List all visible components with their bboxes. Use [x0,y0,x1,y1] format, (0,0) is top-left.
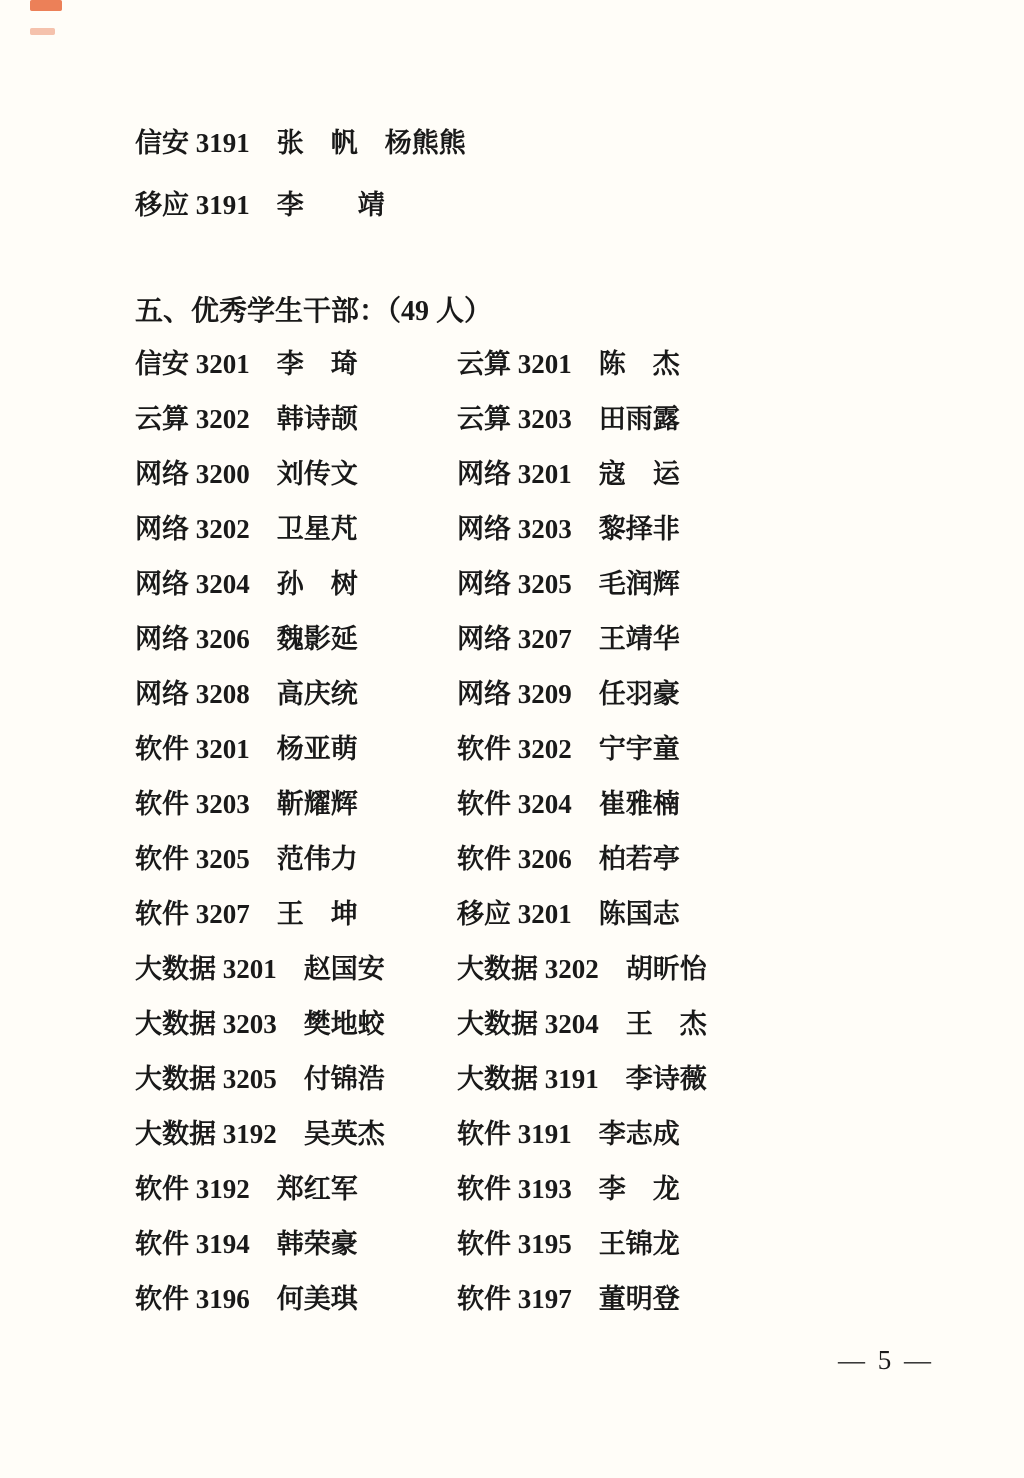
roster-row [135,954,955,984]
class-label: 软件 3192 [135,1174,250,1204]
student-name: 范伟力 [276,844,358,874]
roster-entry [135,1174,457,1204]
student-name: 宁宇童 [598,734,680,764]
student-name: 魏影延 [276,624,358,654]
student-name: 杨亚萌 [276,734,358,764]
section-heading: 五、优秀学生干部：（49 人） [135,296,493,327]
student-name: 吴英杰 [303,1119,385,1149]
roster-row [135,789,955,819]
roster-entry [135,844,457,874]
student-name: 寇 运 [598,459,680,489]
class-label: 网络 3202 [135,514,250,544]
student-name: 樊地蛟 [303,1009,385,1039]
class-label: 网络 3200 [135,459,250,489]
roster-row [135,679,955,709]
class-label: 软件 3204 [457,789,572,819]
student-name: 李志成 [598,1119,680,1149]
student-name: 毛润辉 [598,569,680,599]
student-name: 韩诗颉 [276,404,358,434]
roster-entry [457,459,680,489]
class-label: 网络 3206 [135,624,250,654]
student-name: 王锦龙 [598,1229,680,1259]
student-name: 胡昕怡 [625,954,707,984]
student-name: 李 靖 [276,190,385,220]
roster-entry [457,679,680,709]
class-label: 软件 3202 [457,734,572,764]
roster-entry [135,1284,457,1314]
class-label: 软件 3197 [457,1284,572,1314]
class-label: 大数据 3201 [135,954,277,984]
roster-entry [457,569,680,599]
class-label: 大数据 3205 [135,1064,277,1094]
student-name: 董明登 [598,1284,680,1314]
student-name: 柏若亭 [598,844,680,874]
roster-row [135,1119,955,1149]
roster-entry [135,899,457,929]
student-name: 赵国安 [303,954,385,984]
class-label: 软件 3201 [135,734,250,764]
class-label: 软件 3206 [457,844,572,874]
student-name: 张 帆 杨熊熊 [276,128,466,158]
student-name: 孙 树 [276,569,358,599]
roster-row [135,899,955,929]
roster-entry [135,1064,457,1094]
roster-entry [457,404,680,434]
roster-entry [457,954,707,984]
student-name: 韩荣豪 [276,1229,358,1259]
roster-entry [135,514,457,544]
top-entry [135,190,955,220]
class-label: 大数据 3203 [135,1009,277,1039]
roster-entry [457,1284,680,1314]
roster-entry [135,624,457,654]
roster-entry [135,789,457,819]
class-label: 软件 3193 [457,1174,572,1204]
roster-row [135,844,955,874]
student-name: 何美琪 [276,1284,358,1314]
class-label: 大数据 3191 [457,1064,599,1094]
student-name: 高庆统 [276,679,358,709]
roster-row [135,404,955,434]
class-label: 网络 3201 [457,459,572,489]
letterhead-red-mark-faint [30,28,55,35]
page-number: — 5 — [838,1345,934,1375]
class-label: 信安 3201 [135,349,250,379]
roster-entry [135,404,457,434]
roster-row [135,734,955,764]
roster-entry [135,734,457,764]
class-label: 软件 3196 [135,1284,250,1314]
class-label: 软件 3195 [457,1229,572,1259]
page-content [135,128,955,1339]
roster-row [135,624,955,654]
class-label: 移应 3201 [457,899,572,929]
roster-entry [135,1229,457,1259]
roster-entry [457,899,680,929]
roster-row [135,514,955,544]
class-label: 网络 3209 [457,679,572,709]
student-name: 王 坤 [276,899,358,929]
class-label: 云算 3202 [135,404,250,434]
student-name: 靳耀辉 [276,789,358,819]
class-label: 云算 3201 [457,349,572,379]
class-label: 网络 3207 [457,624,572,654]
student-name: 刘传文 [276,459,358,489]
class-label: 软件 3194 [135,1229,250,1259]
student-name: 卫星芃 [276,514,358,544]
class-label: 软件 3207 [135,899,250,929]
roster-entry [457,349,680,379]
student-name: 崔雅楠 [598,789,680,819]
student-name: 王 杰 [625,1009,707,1039]
roster-entry [135,1009,457,1039]
roster-row [135,1009,955,1039]
class-label: 网络 3205 [457,569,572,599]
roster-entry [457,1229,680,1259]
class-label: 大数据 3192 [135,1119,277,1149]
class-label: 网络 3203 [457,514,572,544]
student-name: 陈国志 [598,899,680,929]
student-name: 黎择非 [598,514,680,544]
roster-entry [457,734,680,764]
class-label: 软件 3205 [135,844,250,874]
roster-row [135,459,955,489]
roster-entry [457,789,680,819]
student-name: 陈 杰 [598,349,680,379]
roster-entry [135,679,457,709]
class-label: 大数据 3202 [457,954,599,984]
roster-row [135,569,955,599]
student-name: 付锦浩 [303,1064,385,1094]
student-name: 王靖华 [598,624,680,654]
class-label: 软件 3203 [135,789,250,819]
roster-entry [135,954,457,984]
roster-row [135,1284,955,1314]
student-name: 任羽豪 [598,679,680,709]
roster-entry [135,569,457,599]
roster-entry [457,514,680,544]
roster-row [135,349,955,379]
roster-entry [135,459,457,489]
class-label: 网络 3204 [135,569,250,599]
top-entry [135,128,955,158]
roster-entry [457,624,680,654]
roster-entry [457,1174,680,1204]
class-label: 大数据 3204 [457,1009,599,1039]
roster-entry [457,844,680,874]
roster-entry [135,1119,457,1149]
roster-row [135,1064,955,1094]
class-label: 云算 3203 [457,404,572,434]
class-label: 软件 3191 [457,1119,572,1149]
class-label: 信安 3191 [135,128,250,158]
roster-entry [457,1009,707,1039]
class-label: 移应 3191 [135,190,250,220]
roster-row [135,1174,955,1204]
roster-entry [457,1064,707,1094]
roster-row [135,1229,955,1259]
student-name: 李 龙 [598,1174,680,1204]
student-name: 李诗薇 [625,1064,707,1094]
roster-entry [457,1119,680,1149]
student-name: 田雨露 [598,404,680,434]
student-name: 李 琦 [276,349,358,379]
class-label: 网络 3208 [135,679,250,709]
letterhead-red-mark [30,0,62,11]
roster-entry [135,349,457,379]
student-name: 郑红军 [276,1174,358,1204]
